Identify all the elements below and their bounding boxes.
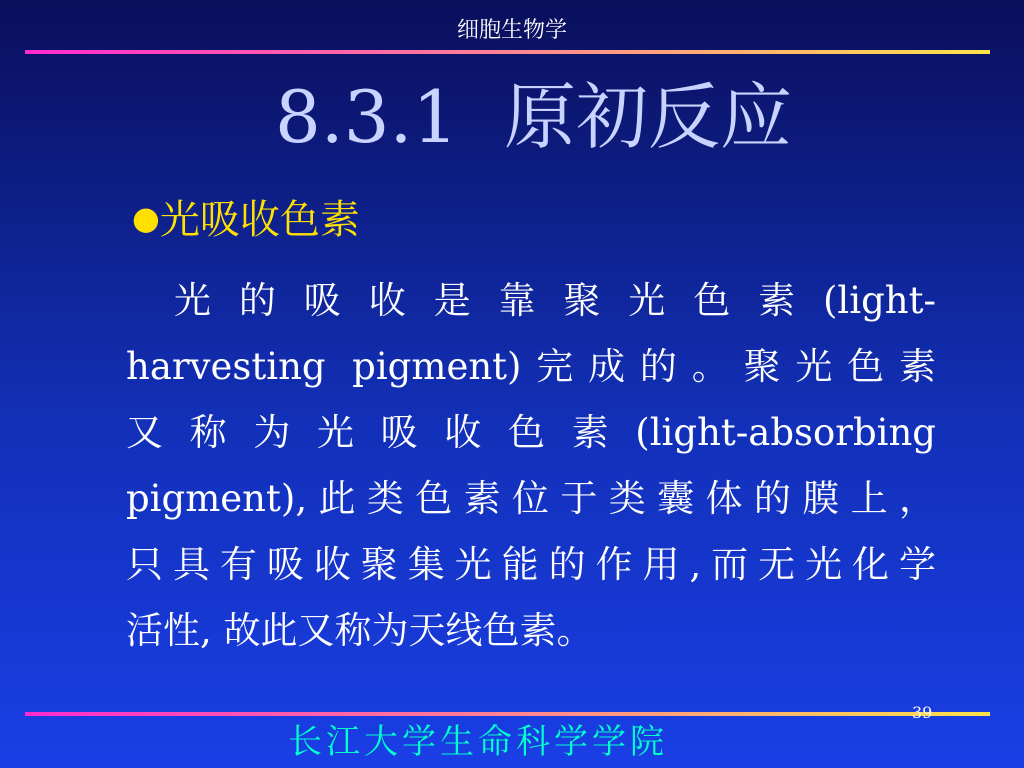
- paragraph-line: harvesting pigment)完成的。聚光色素: [126, 345, 936, 388]
- paragraph-line: 活性, 故此又称为天线色素。: [126, 609, 594, 652]
- course-title: 细胞生物学: [456, 18, 567, 43]
- paragraph-line: 只具有吸收聚集光能的作用,而无光化学: [126, 543, 936, 586]
- body-paragraph: [126, 268, 936, 664]
- paragraph-line: 光 的 吸 收 是 靠 聚 光 色 素 (light-: [174, 279, 936, 322]
- bottom-divider: [25, 712, 990, 716]
- paragraph-line: 又 称 为 光 吸 收 色 素 (light-absorbing: [126, 411, 936, 454]
- bullet-dot-icon: ●: [132, 199, 160, 237]
- paragraph-line: pigment),此类色素位于类囊体的膜上，: [126, 477, 936, 520]
- slide-title: 8.3.1 原初反应: [275, 75, 792, 159]
- bullet-heading: 光吸收色素: [159, 197, 360, 243]
- top-divider: [25, 50, 990, 54]
- page-number: 39: [912, 703, 933, 722]
- bullet-heading-row: [132, 192, 360, 246]
- footer-institution: 长江大学生命科学学院: [288, 722, 668, 762]
